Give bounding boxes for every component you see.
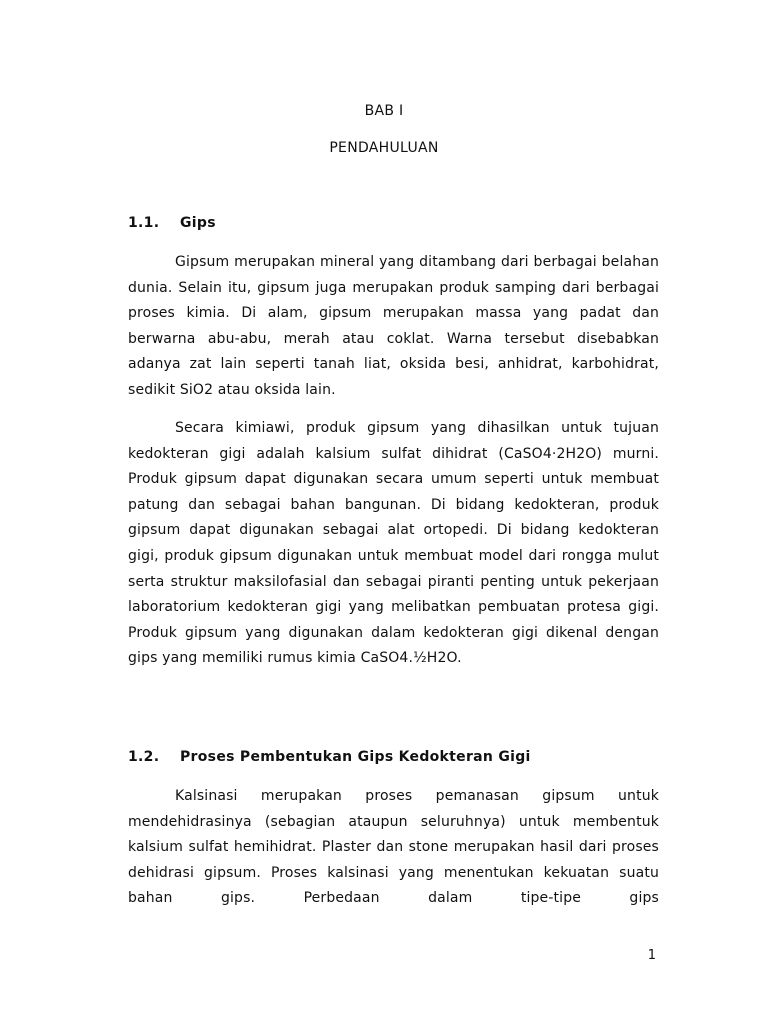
chapter-label: BAB I xyxy=(364,103,404,119)
section-title-text: Proses Pembentukan Gips Kedokteran Gigi xyxy=(180,749,531,765)
section-number: 1.2. xyxy=(128,749,160,765)
paragraph: Secara kimiawi, produk gipsum yang dihasilkan untuk tujuan kedokteran gigi adalah kalsium sulfat dihidrat (CaSO4·2H2O) murni. Produk gipsum dapat digunakan secara umum seperti untuk membuat patung dan sebagai bahan bangunan. Di bidang kedokteran, produk gipsum dapat digunakan sebagai alat ortopedi. Di bidang kedokteran gigi, produk gipsum digunakan untuk membuat model dari rongga mulut serta struktur maksilofasial dan sebagai piranti penting untuk pekerjaan laboratorium kedokteran gigi yang melibatkan pembuatan protesa gigi. Produk gipsum yang digunakan dalam kedokteran gigi dikenal dengan gips yang memiliki rumus kimia CaSO4.½H2O. xyxy=(128,420,659,667)
chapter-title: PENDAHULUAN xyxy=(329,140,439,156)
section-heading-1-1 xyxy=(128,215,216,231)
section-number: 1.1. xyxy=(128,215,160,231)
section-heading-1-2 xyxy=(128,749,531,765)
paragraph: Kalsinasi merupakan proses pemanasan gipsum untuk mendehidrasinya (sebagian ataupun seluruhnya) untuk membentuk kalsium sulfat hemihidrat. Plaster dan stone merupakan hasil dari proses dehidrasi gipsum. Proses kalsinasi yang menentukan kekuatan suatu bahan gips. Perbedaan dalam tipe-tipe gips xyxy=(128,788,659,907)
page-number: 1 xyxy=(647,948,656,963)
section-title-text: Gips xyxy=(180,215,216,231)
paragraph: Gipsum merupakan mineral yang ditambang dari berbagai belahan dunia. Selain itu, gipsum juga merupakan produk samping dari berbagai proses kimia. Di alam, gipsum merupakan massa yang padat dan berwarna abu-abu, merah atau coklat. Warna tersebut disebabkan adanya zat lain seperti tanah liat, oksida besi, anhidrat, karbohidrat, sedikit SiO2 atau oksida lain. xyxy=(128,254,659,398)
